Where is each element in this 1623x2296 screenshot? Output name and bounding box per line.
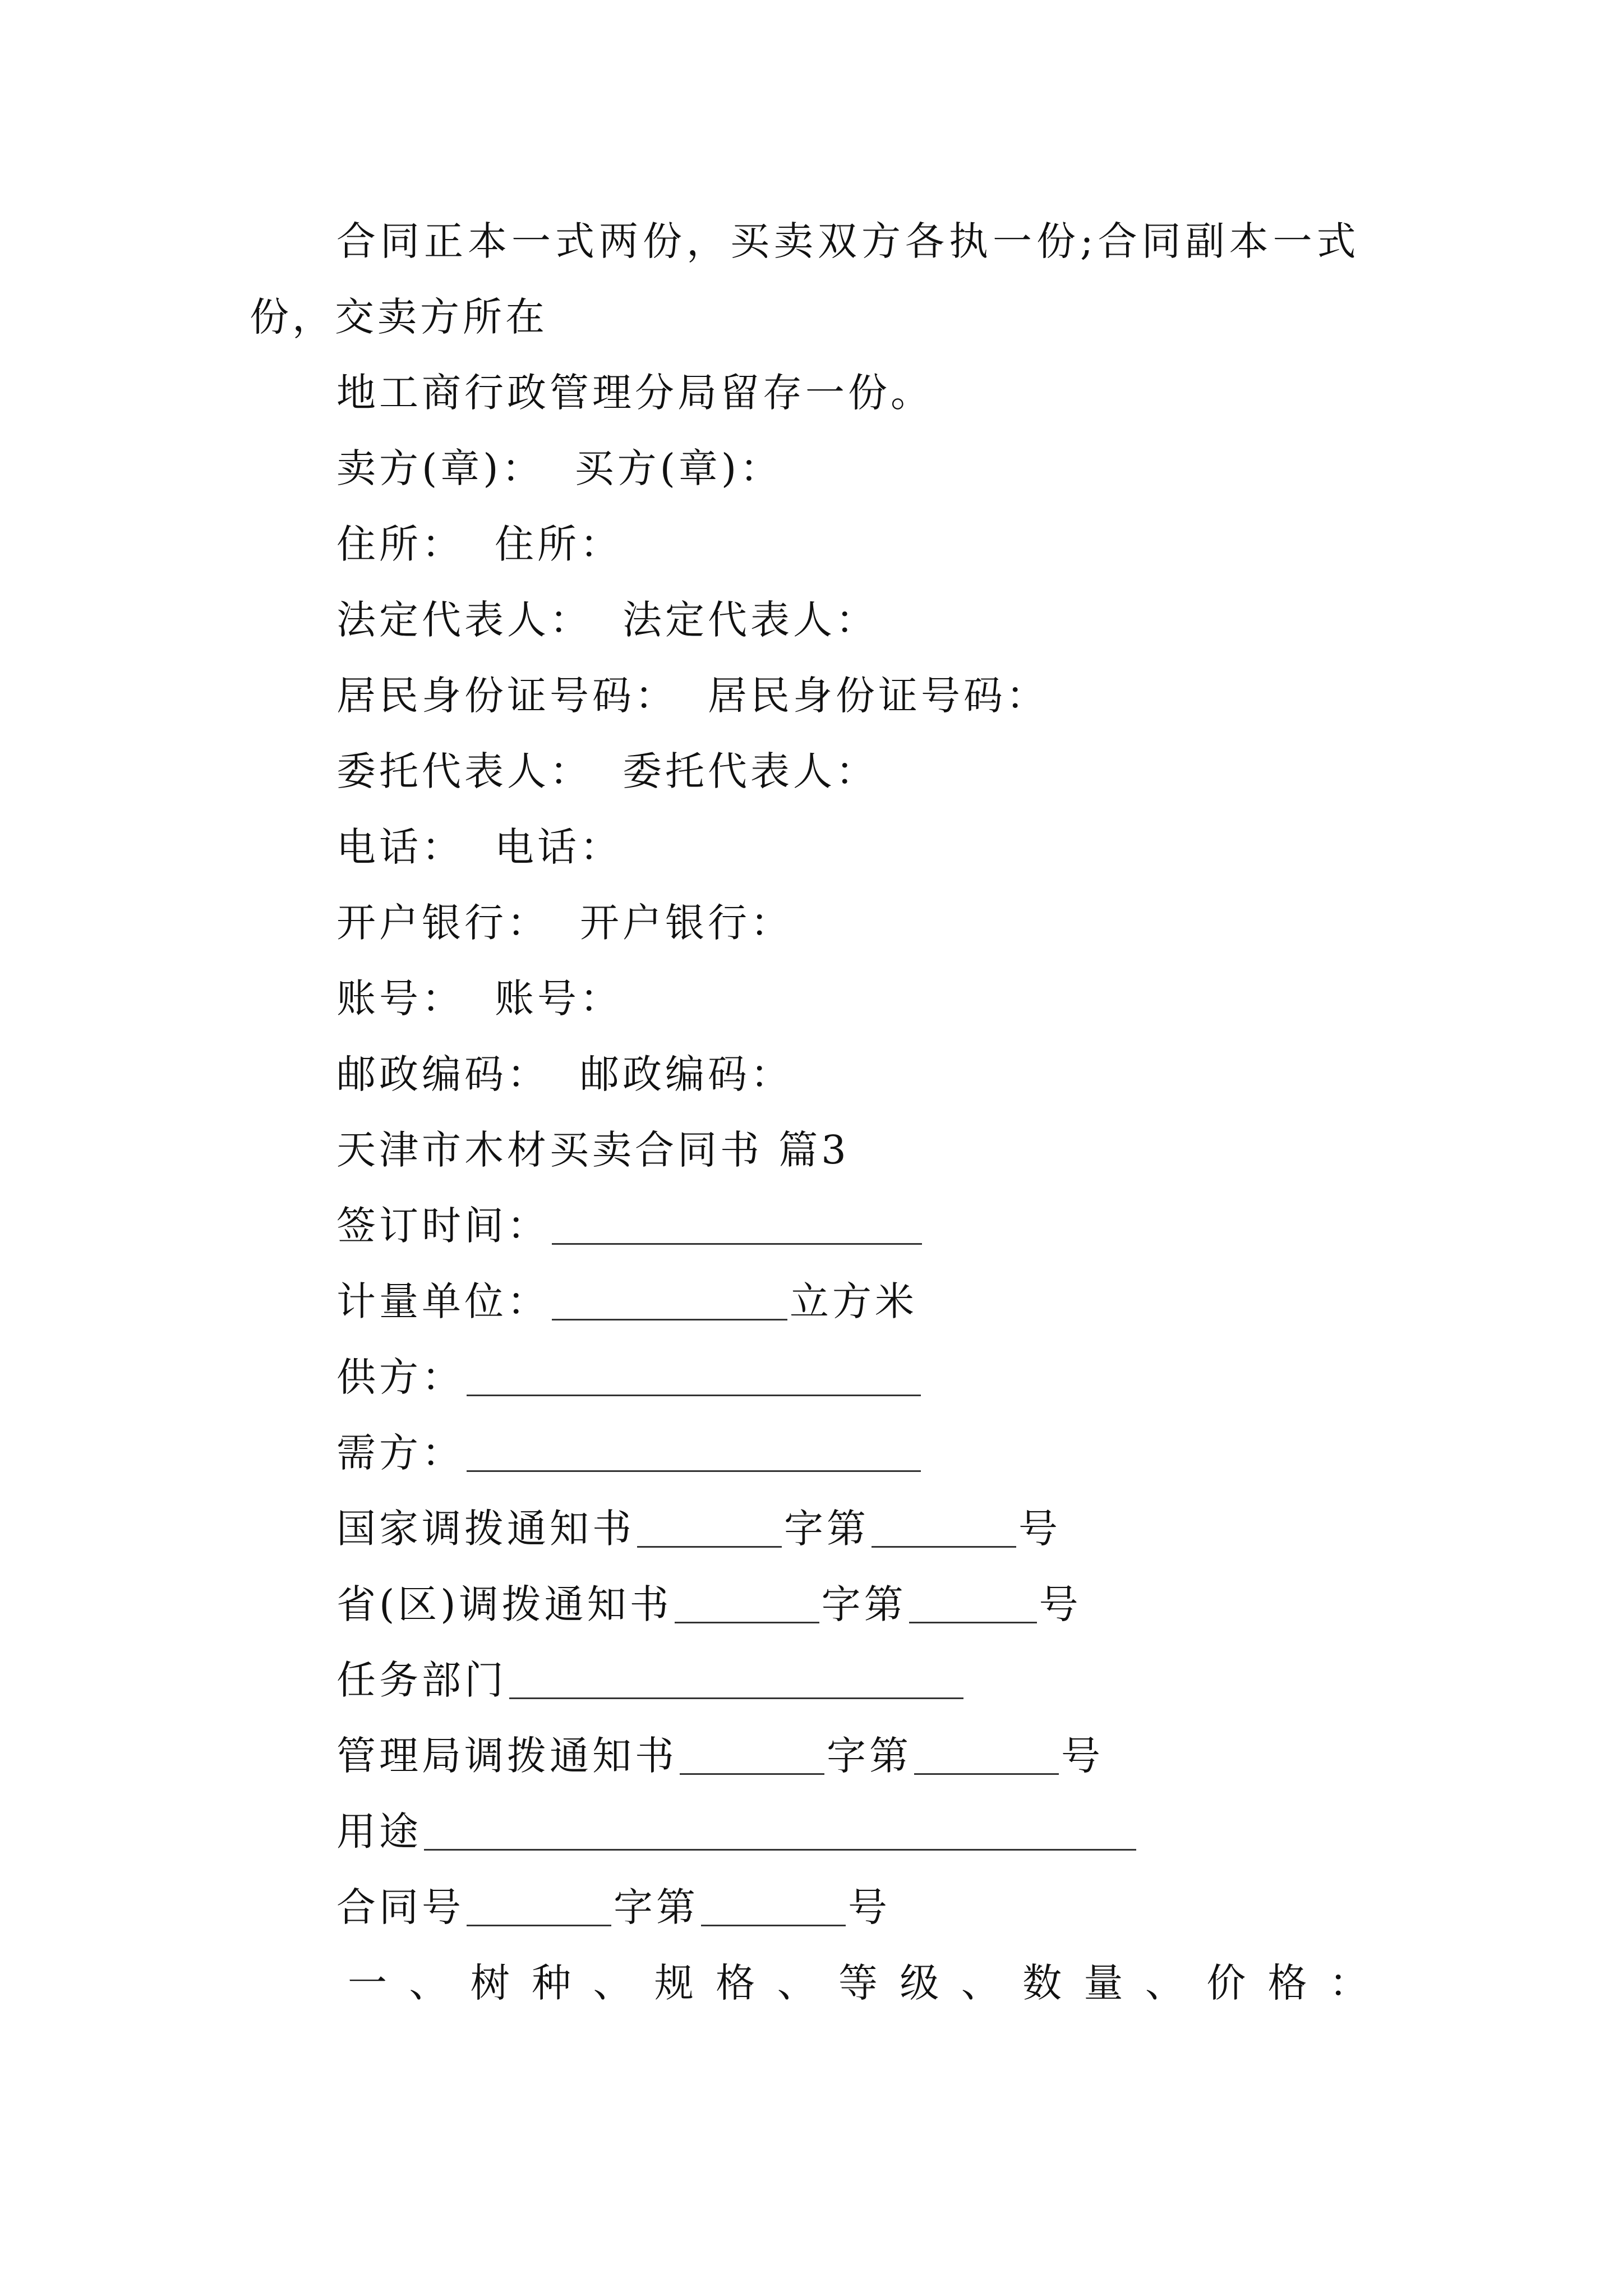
seller-bank-label: 开户银行： [336, 900, 550, 946]
hao-label: 号 [1039, 1581, 1082, 1627]
buyer-seal-label: 买方(章)： [574, 445, 783, 491]
national-notice-row [336, 1506, 1061, 1552]
seller-phone-label: 电话： [336, 824, 464, 870]
buyer-postcode-label: 邮政编码： [580, 1051, 793, 1097]
seller-legal-rep-label: 法定代表人： [336, 597, 592, 643]
buyer-bank-label: 开户银行： [580, 900, 793, 946]
task-dept-label: 任务部门 [336, 1657, 507, 1703]
account-row [336, 976, 623, 1022]
buyer-legal-rep-label: 法定代表人： [623, 597, 878, 643]
task-dept-blank [509, 1697, 963, 1699]
heading-char: 种 [532, 1960, 571, 2006]
heading-char: 量 [1083, 1960, 1123, 2006]
heading-char: 、 [409, 1960, 449, 2006]
provincial-notice-row [336, 1581, 1082, 1627]
heading-char: 等 [838, 1960, 878, 2006]
seller-seal-label: 卖方(章)： [336, 445, 545, 491]
sign-time-label: 签订时间： [336, 1203, 550, 1249]
heading-char: 、 [961, 1960, 1000, 2006]
usage-row [336, 1809, 1138, 1855]
seller-postcode-label: 邮政编码： [336, 1051, 550, 1097]
usage-blank [424, 1849, 1136, 1851]
supplier-blank [467, 1395, 921, 1396]
unit-row [336, 1278, 917, 1324]
unit-label: 计量单位： [336, 1278, 550, 1324]
demander-row [336, 1430, 923, 1476]
provincial-notice-label: 省(区)调拨通知书 [336, 1581, 672, 1627]
provincial-notice-blank-1 [675, 1622, 819, 1623]
heading-char: 数 [1022, 1960, 1062, 2006]
bureau-notice-blank-2 [914, 1773, 1059, 1775]
seller-id-label: 居民身份证号码： [336, 673, 677, 719]
demander-blank [467, 1470, 921, 1472]
national-notice-blank-1 [637, 1546, 782, 1548]
demander-label: 需方： [336, 1430, 464, 1476]
heading-char: ： [1329, 1960, 1368, 2006]
agent-row [336, 748, 878, 794]
seller-address-label: 住所： [336, 521, 464, 567]
buyer-agent-label: 委托代表人： [623, 748, 878, 794]
heading-char: 、 [1145, 1960, 1184, 2006]
sign-time-blank [552, 1243, 922, 1245]
heading-char: 级 [900, 1960, 939, 2006]
seller-agent-label: 委托代表人： [336, 748, 592, 794]
contract-no-label: 合同号 [336, 1884, 464, 1930]
bureau-notice-row [336, 1733, 1104, 1779]
zi-di-label: 字第 [821, 1581, 907, 1627]
task-dept-row [336, 1657, 966, 1703]
buyer-address-label: 住所： [495, 521, 623, 567]
heading-char: 价 [1206, 1960, 1246, 2006]
supplier-row [336, 1354, 923, 1400]
heading-char: 、 [777, 1960, 817, 2006]
paragraph-line-2: 份，交卖方所在 [250, 294, 548, 340]
seller-account-label: 账号： [336, 976, 464, 1022]
zi-di-label: 字第 [784, 1506, 869, 1552]
heading-char: 规 [654, 1960, 694, 2006]
unit-blank [552, 1319, 787, 1320]
section-heading [348, 1960, 1368, 2006]
legal-rep-row [336, 597, 878, 643]
hao-label: 号 [1061, 1733, 1104, 1779]
buyer-account-label: 账号： [495, 976, 623, 1022]
provincial-notice-blank-2 [909, 1622, 1037, 1623]
usage-label: 用途 [336, 1809, 422, 1855]
national-notice-blank-2 [872, 1546, 1016, 1548]
buyer-phone-label: 电话： [495, 824, 623, 870]
hao-label: 号 [848, 1884, 891, 1930]
postcode-row [336, 1051, 793, 1097]
hao-label: 号 [1018, 1506, 1061, 1552]
zi-di-label: 字第 [827, 1733, 912, 1779]
bureau-notice-blank-1 [680, 1773, 824, 1775]
contract-no-row [336, 1884, 891, 1930]
heading-char: 、 [593, 1960, 633, 2006]
address-row [336, 521, 623, 567]
paragraph-line-3: 地工商行政管理分局留存一份。 [336, 370, 933, 416]
heading-char: 树 [470, 1960, 510, 2006]
supplier-label: 供方： [336, 1354, 464, 1400]
bank-row [336, 900, 793, 946]
bureau-notice-label: 管理局调拨通知书 [336, 1733, 677, 1779]
contract-no-blank-2 [701, 1925, 846, 1926]
paragraph-line-1: 合同正本一式两份，买卖双方各执一份;合同副本一式 [336, 218, 1361, 264]
buyer-id-label: 居民身份证号码： [708, 673, 1049, 719]
national-notice-label: 国家调拨通知书 [336, 1506, 635, 1552]
id-number-row [336, 673, 1049, 719]
unit-suffix: 立方米 [790, 1278, 917, 1324]
heading-char: 一 [348, 1960, 387, 2006]
contract-no-blank-1 [467, 1925, 611, 1926]
phone-row [336, 824, 623, 870]
heading-char: 格 [1267, 1960, 1307, 2006]
zi-di-label: 字第 [614, 1884, 699, 1930]
sign-time-row [336, 1203, 924, 1249]
seal-row [336, 445, 783, 491]
heading-char: 格 [716, 1960, 755, 2006]
contract-title: 天津市木材买卖合同书 篇3 [336, 1127, 850, 1173]
